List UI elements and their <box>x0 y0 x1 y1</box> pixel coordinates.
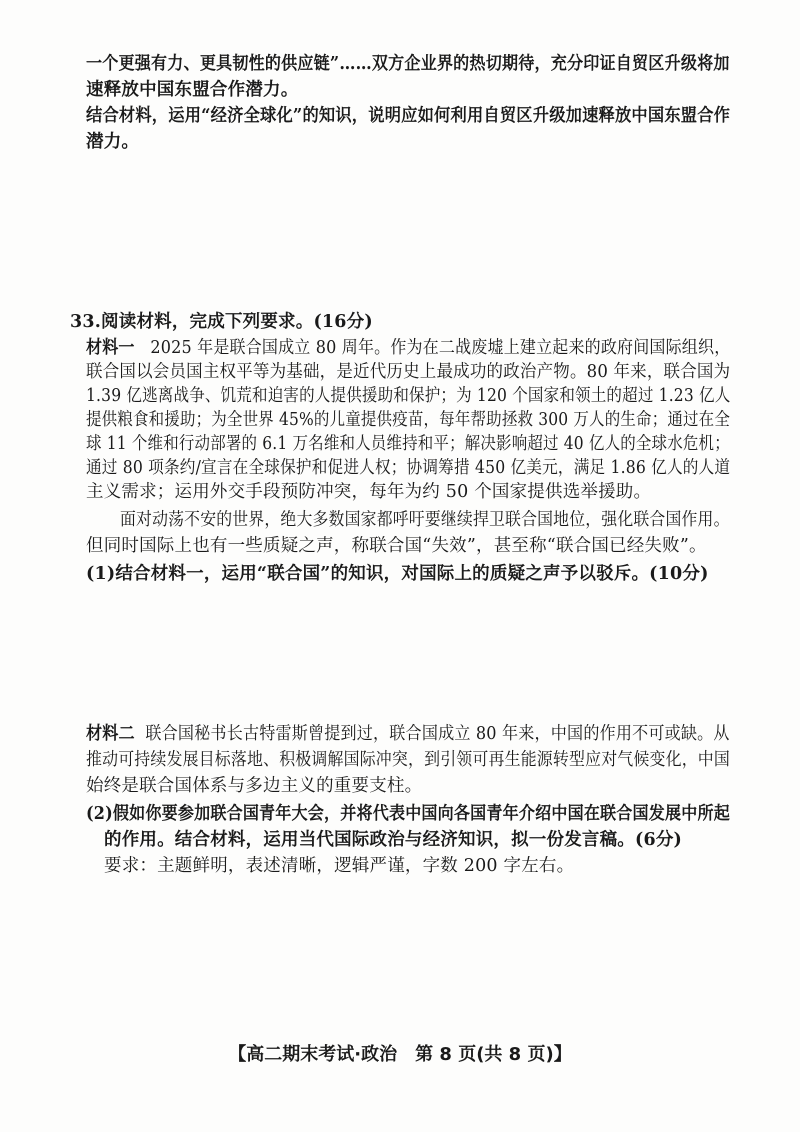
page-footer: 【高二期末考试·政治 第 8 页(共 8 页)】 <box>228 1044 572 1065</box>
material-1-label: 材料一 <box>86 338 135 358</box>
material-1-line-5: 球 11 个维和行动部署的 6.1 万名维和人员维持和平；解决影响超过 40 亿人的全球水危机； <box>86 434 730 454</box>
material-1-line-4: 提供粮食和援助；为全世界 45%的儿童提供疫苗，每年帮助拯救 300 万人的生命；通过在全 <box>86 410 730 430</box>
material-1-line-1 <box>86 336 730 360</box>
continuation-line-2: 速释放中国东盟合作潜力。 <box>86 80 299 100</box>
material-1-line-9: 但同时国际上也有一些质疑之声，称联合国“失效”，甚至称“联合国已经失败”。 <box>86 536 707 556</box>
material-2-line-1 <box>86 722 730 746</box>
material-1-line-8: 面对动荡不安的世界，绝大多数国家都呼吁要继续捍卫联合国地位，强化联合国作用。 <box>120 510 730 530</box>
continuation-question-line-2: 潜力。 <box>86 132 140 152</box>
material-2-text: 联合国秘书长古特雷斯曾提到过，联合国成立 80 年来，中国的作用不可或缺。从 <box>145 724 730 744</box>
material-1-text: 2025 年是联合国成立 80 周年。作为在二战废墟上建立起来的政府间国际组织， <box>150 338 731 358</box>
material-2-label: 材料二 <box>86 724 135 744</box>
material-1-line-6: 通过 80 项条约/宣言在全球保护和促进人权；协调筹措 450 亿美元，满足 1.86 亿人的人道 <box>86 458 731 478</box>
material-1-line-7: 主义需求；运用外交手段预防冲突，每年为约 50 个国家提供选举援助。 <box>86 482 652 502</box>
question-33-heading: 33.阅读材料，完成下列要求。(16分) <box>70 312 373 332</box>
sub-question-2-line-1: (2)假如你要参加联合国青年大会，并将代表中国向各国青年介绍中国在联合国发展中所起 <box>86 804 730 824</box>
material-2-line-3: 始终是联合国体系与多边主义的重要支柱。 <box>86 776 423 796</box>
continuation-line-1: 一个更强有力、更具韧性的供应链”……双方企业界的热切期待，充分印证自贸区升级将加 <box>86 54 730 74</box>
material-1-line-2: 联合国以会员国主权平等为基础，是近代历史上最成功的政治产物。80 年来，联合国为 <box>86 362 731 382</box>
sub-question-2-line-2: 的作用。结合材料，运用当代国际政治与经济知识，拟一份发言稿。(6分) <box>104 830 683 850</box>
continuation-question-line-1: 结合材料，运用“经济全球化”的知识，说明应如何利用自贸区升级加速释放中国东盟合作 <box>86 106 731 126</box>
answer-requirement: 要求：主题鲜明，表述清晰，逻辑严谨，字数 200 字左右。 <box>104 856 575 876</box>
material-2-line-2: 推动可持续发展目标落地、积极调解国际冲突，到引领可再生能源转型应对气候变化，中国 <box>86 750 730 770</box>
sub-question-1: (1)结合材料一，运用“联合国”的知识，对国际上的质疑之声予以驳斥。(10分) <box>86 564 709 584</box>
material-1-line-3: 1.39 亿逃离战争、饥荒和迫害的人提供援助和保护；为 120 个国家和领土的超过 1.23 亿人 <box>86 386 731 406</box>
